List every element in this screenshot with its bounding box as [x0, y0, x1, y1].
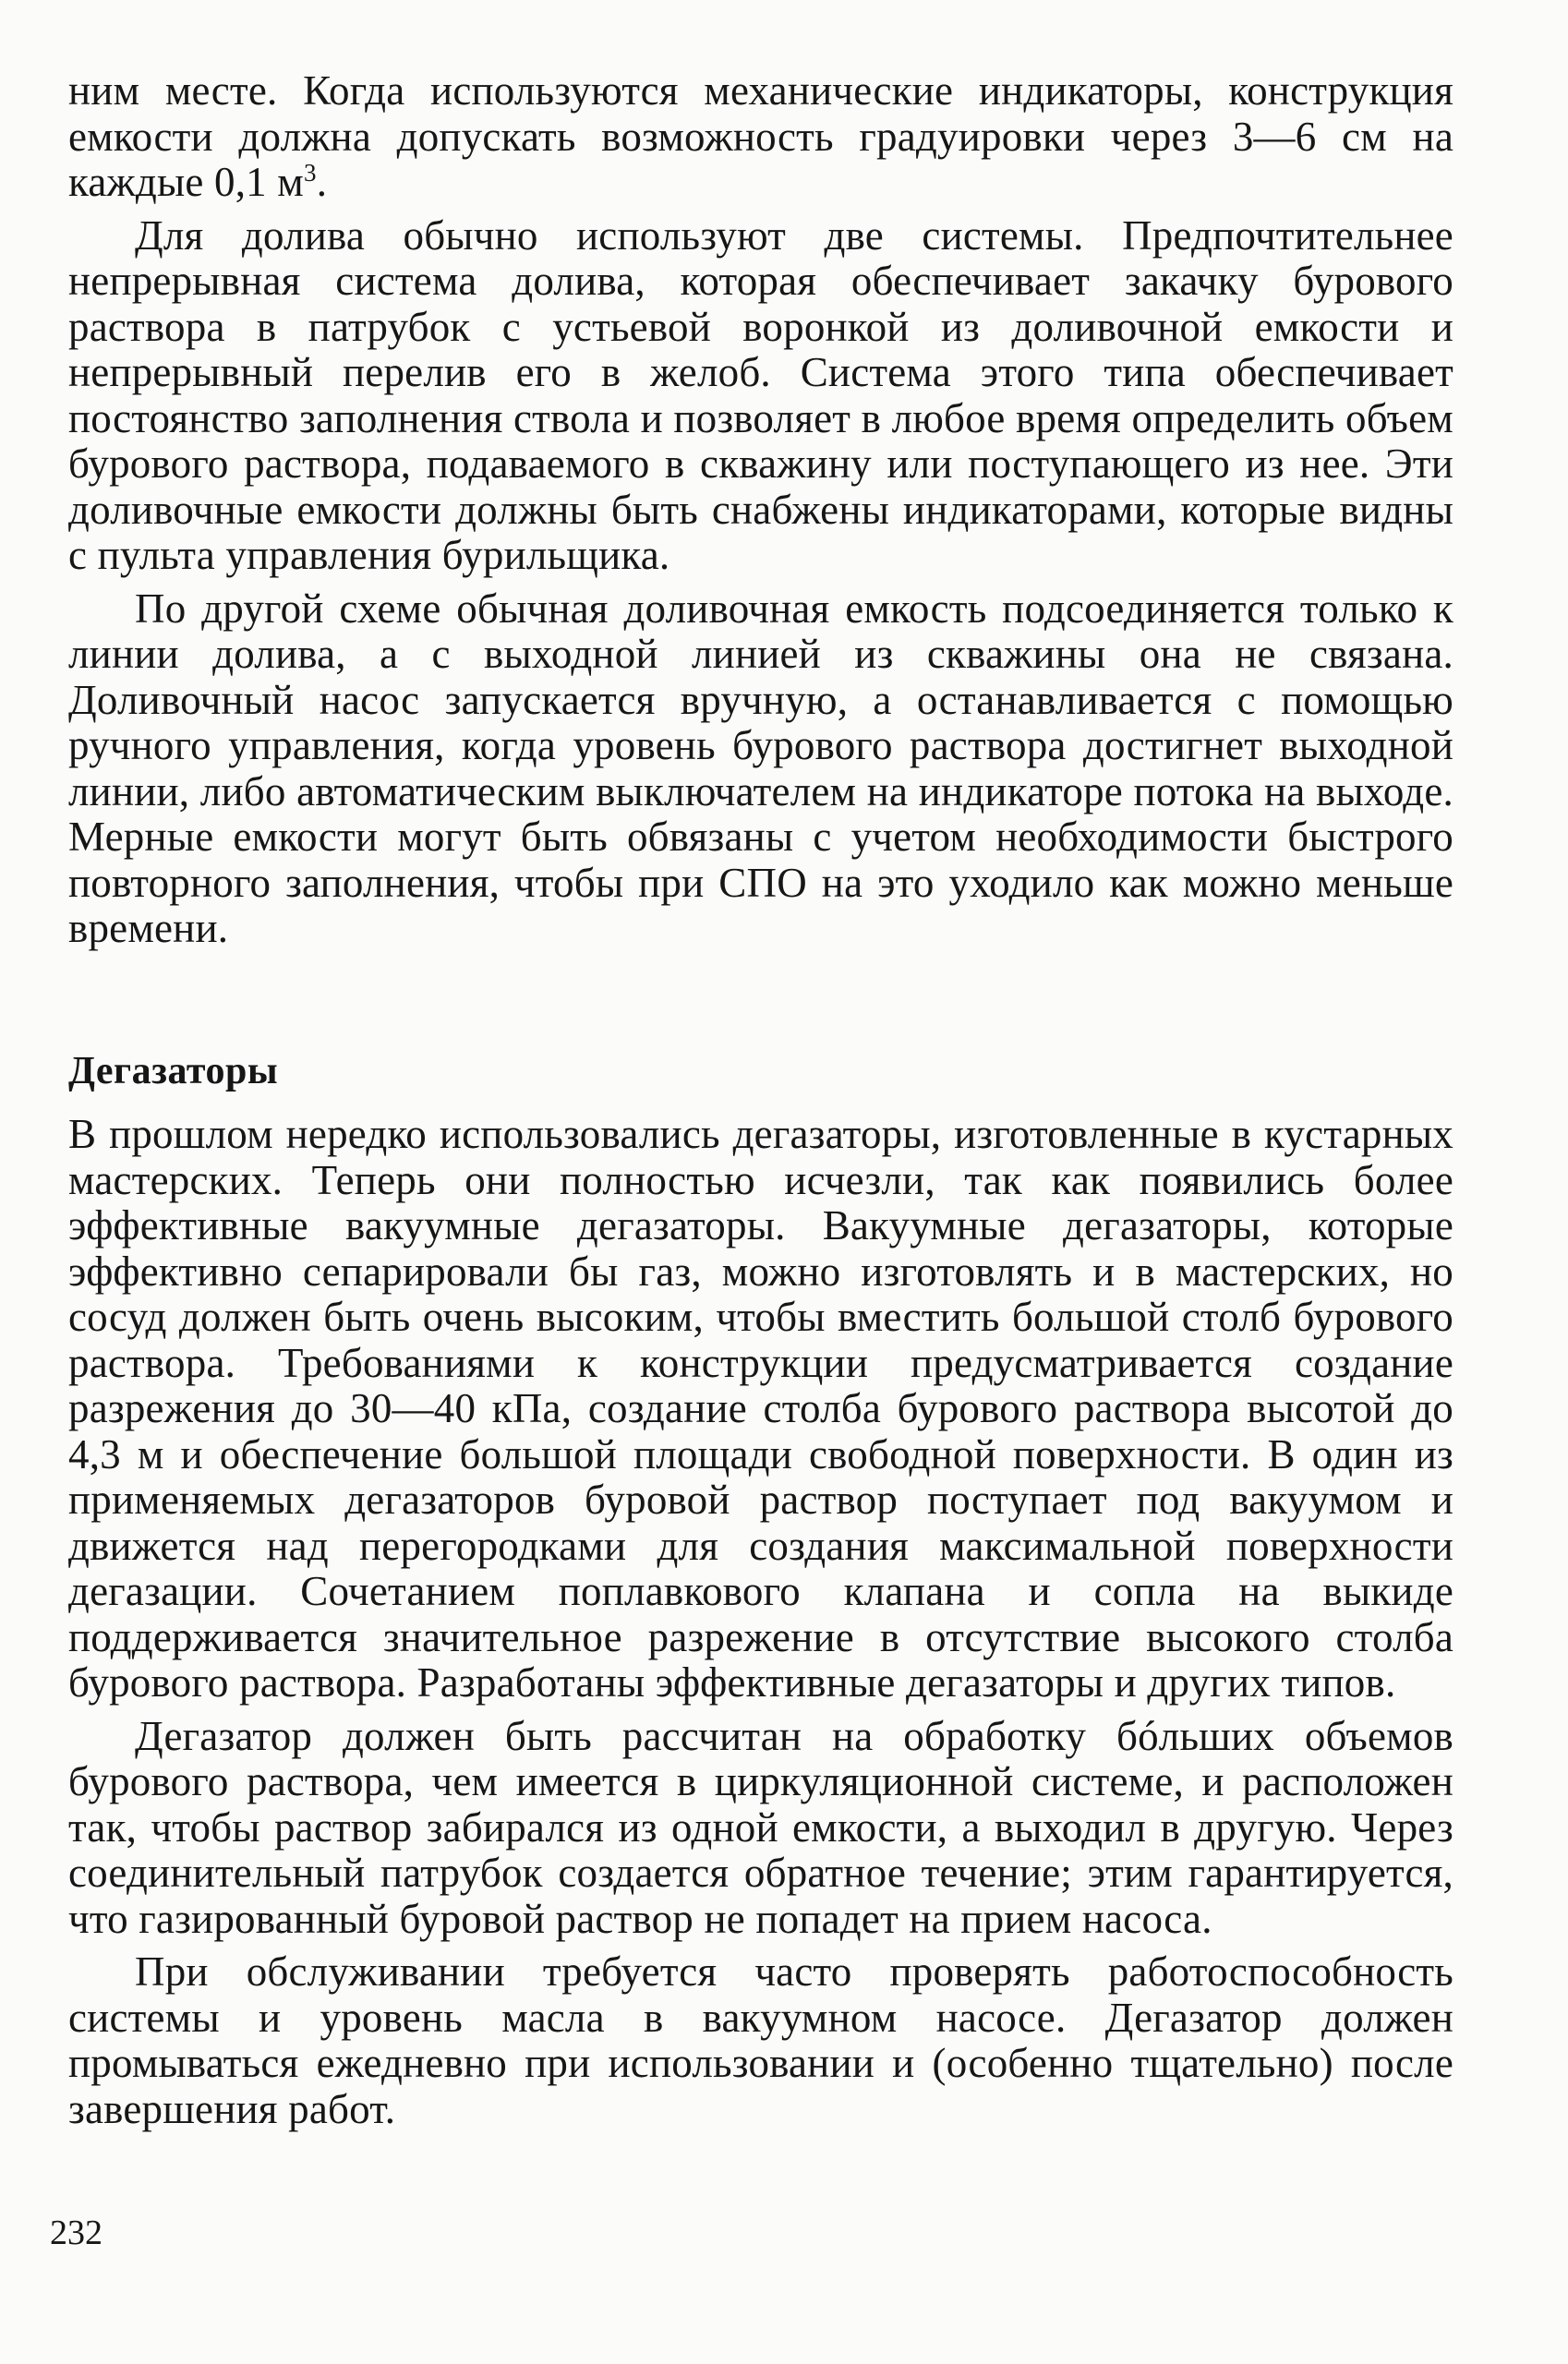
- cubic-superscript: 3: [303, 159, 317, 187]
- paragraph-3: По другой схеме обычная доливочная емкость подсоединяется только к линии долива, а с выходной линией из скважины она не связана. Доливочный насос запускается вручную, а останавливается с помощью ручного управления, когда уровень бурового раствора достигнет выходной линии, либо автоматическим выключателем на индикаторе потока на выходе. Мерные емкости могут быть обвязаны с учетом необходимости быстрого повторного заполнения, чтобы при СПО на это уходило как можно меньше времени.: [68, 585, 1453, 951]
- paragraph-2: Для долива обычно используют две системы. Предпочтительнее непрерывная система долива, которая обеспечивает закачку бурового раствора в патрубок с устьевой воронкой из доливочной емкости и непрерывный перелив его в желоб. Система этого типа обеспечивает постоянство заполнения ствола и позволяет в любое время определить объем бурового раствора, подаваемого в скважину или поступающего из нее. Эти доливочные емкости должны быть снабжены индикаторами, которые видны с пульта управления бурильщика.: [68, 211, 1453, 578]
- upper-text-block: [68, 68, 1453, 959]
- paragraph-continuation: [68, 68, 1453, 206]
- paragraph-4: В прошлом нередко использовались дегазаторы, изготовленные в кустарных мастерских. Теперь они полностью исчезли, так как появились более эффективные вакуумные дегазаторы. Вакуумные дегазаторы, которые эффективно сепарировали бы газ, можно изготовлять и в мастерских, но сосуд должен быть очень высоким, чтобы вместить большой столб бурового раствора. Требованиями к конструкции предусматривается создание разрежения до 30—40 кПа, создание столба бурового раствора высотой до 4,3 м и обеспечение большой площади свободной поверхности. В один из применяемых дегазаторов буровой раствор поступает под вакуумом и движется над перегородками для создания максимальной поверхности дегазации. Сочетанием поплавкового клапана и сопла на выкиде поддерживается значительное разрежение в отсутствие высокого столба бурового раствора. Разработаны эффективные дегазаторы и других типов.: [68, 1111, 1453, 1706]
- page-number: 232: [50, 2213, 103, 2252]
- paragraph-1-end: .: [316, 159, 328, 205]
- lower-text-block: [68, 1112, 1453, 2140]
- paragraph-6: При обслуживании требуется часто проверять работоспособность системы и уровень масла в вакуумном насосе. Дегазатор должен промываться ежедневно при использовании и (особенно тщательно) после завершения работ.: [68, 1948, 1453, 2132]
- section-heading: Дегазаторы: [68, 1050, 279, 1092]
- paragraph-1-text: ним месте. Когда используются механические индикаторы, конструкция емкости должна допускать возможность градуировки через 3—6 см на каждые 0,1 м: [68, 67, 1453, 205]
- paragraph-5: Дегазатор должен быть рассчитан на обработку бóльших объемов бурового раствора, чем имеется в циркуляционной системе, и расположен так, чтобы раствор забирался из одной емкости, а выходил в другую. Через соединительный патрубок создается обратное течение; этим гарантируется, что газированный буровой раствор не попадет на прием насоса.: [68, 1712, 1453, 1942]
